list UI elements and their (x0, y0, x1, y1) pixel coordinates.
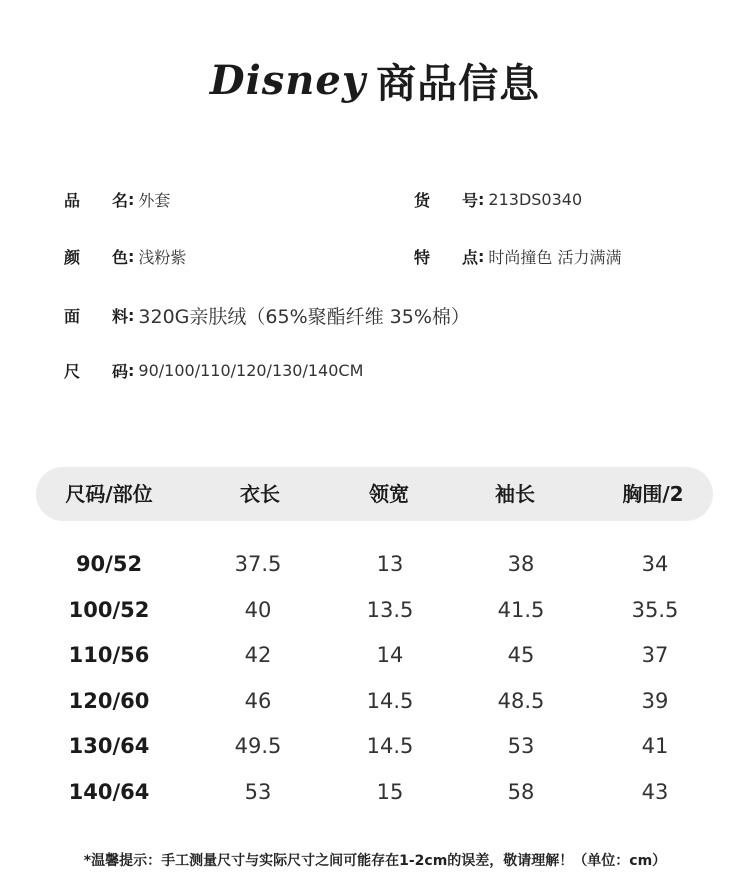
cell-length: 40 (244, 597, 272, 622)
size-note: *温馨提示：手工测量尺寸与实际尺寸之间可能存在1-2cm的误差，敬请理解！（单位：cm） (83, 853, 667, 869)
cell-chest: 35.5 (631, 597, 679, 622)
info-name-value: 外套 (138, 191, 171, 210)
table-row (0, 544, 750, 584)
cell-size: 120/60 (68, 688, 150, 713)
cell-size: 90/52 (75, 552, 143, 576)
page-title: 商品信息 (376, 60, 541, 107)
cell-collar: 13.5 (366, 597, 414, 622)
cell-sleeve: 41.5 (497, 597, 545, 622)
size-table-header (36, 467, 713, 521)
header-cell-length: 衣长 (240, 482, 280, 506)
info-size (64, 359, 363, 382)
table-row (0, 681, 750, 721)
info-item-no-value: 213DS0340 (488, 190, 583, 209)
cell-collar: 13 (376, 552, 404, 576)
cell-length: 53 (244, 780, 272, 804)
info-color (64, 245, 186, 268)
info-feature (414, 245, 622, 268)
cell-sleeve: 45 (507, 643, 535, 668)
cell-collar: 15 (376, 780, 404, 804)
cell-length: 37.5 (234, 552, 282, 576)
cell-size: 100/52 (68, 597, 150, 622)
table-row (0, 590, 750, 630)
info-item-no (414, 188, 582, 211)
colon: : (478, 247, 485, 266)
header-cell-size-part: 尺码/部位 (65, 482, 153, 506)
cell-chest: 43 (641, 780, 669, 804)
colon: : (478, 190, 485, 209)
cell-collar: 14.5 (366, 688, 414, 713)
disney-logo: Disney (209, 56, 367, 104)
header-cell-collar: 领宽 (369, 482, 409, 506)
info-fabric-label: 面 料 (64, 307, 128, 326)
info-size-value: 90/100/110/120/130/140CM (138, 361, 364, 380)
info-fabric-value: 320G亲肤绒（65%聚酯纤维 35%棉） (138, 306, 470, 328)
colon: : (128, 247, 135, 266)
cell-sleeve: 58 (507, 780, 535, 804)
cell-collar: 14.5 (366, 734, 414, 759)
cell-sleeve: 53 (507, 734, 535, 759)
cell-length: 49.5 (234, 734, 282, 759)
info-item-no-label: 货 号 (414, 191, 478, 210)
colon: : (128, 361, 135, 380)
cell-size: 130/64 (68, 734, 150, 759)
table-row (0, 726, 750, 766)
colon: : (128, 306, 135, 325)
header-cell-sleeve: 袖长 (495, 482, 535, 506)
cell-chest: 39 (641, 688, 669, 713)
info-name (64, 188, 170, 211)
table-row (0, 635, 750, 675)
cell-sleeve: 48.5 (497, 688, 545, 713)
table-row (0, 772, 750, 812)
info-feature-label: 特 点 (414, 248, 478, 267)
cell-chest: 34 (641, 552, 669, 576)
cell-length: 42 (244, 643, 272, 668)
info-name-label: 品 名 (64, 191, 128, 210)
cell-chest: 41 (641, 734, 669, 759)
info-color-value: 浅粉紫 (138, 248, 187, 267)
header-cell-chest: 胸围/2 (622, 482, 684, 506)
info-feature-value: 时尚撞色 活力满满 (488, 248, 622, 267)
info-color-label: 颜 色 (64, 248, 128, 267)
colon: : (128, 190, 135, 209)
header (0, 40, 750, 120)
cell-size: 110/56 (68, 643, 150, 668)
cell-collar: 14 (376, 643, 404, 668)
cell-sleeve: 38 (507, 552, 535, 576)
cell-chest: 37 (641, 643, 669, 668)
info-size-label: 尺 码 (64, 362, 128, 381)
cell-size: 140/64 (68, 780, 150, 804)
cell-length: 46 (244, 688, 272, 713)
info-fabric (64, 302, 470, 329)
